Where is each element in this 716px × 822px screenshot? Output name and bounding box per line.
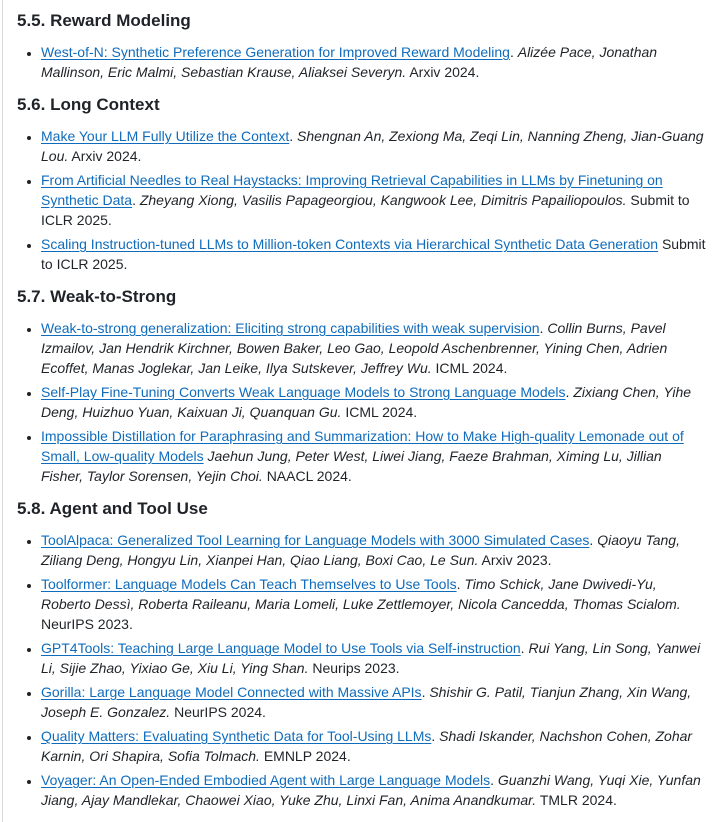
paper-item [41, 234, 706, 274]
paper-items [17, 318, 706, 486]
paper-venue: Arxiv 2024. [71, 148, 142, 164]
title-punctuation: . [509, 44, 514, 60]
title-punctuation: . [132, 192, 136, 208]
paper-title-link[interactable]: Quality Matters: Evaluating Synthetic Data for Tool-Using LLMs [41, 728, 432, 744]
paper-title-link[interactable]: GPT4Tools: Teaching Large Language Model to Use Tools via Self-instruction [41, 640, 521, 656]
paper-title-link[interactable]: From Artificial Needles to Real Haystacks: Improving Retrieval Capabilities in LLMs by Finetuning on Synthetic Data [41, 172, 663, 208]
paper-authors: Shadi Iskander, Nachshon Cohen, Zohar Karnin, Ori Shapira, Sofia Tolmach. [41, 728, 693, 764]
title-punctuation: . [421, 684, 426, 700]
paper-item [41, 726, 706, 766]
paper-list-page [2, 0, 716, 822]
paper-item [41, 42, 706, 82]
paper-authors: Guanzhi Wang, Yuqi Xie, Yunfan Jiang, Ajay Mandlekar, Chaowei Xiao, Yuke Zhu, Linxi Fan, Anima Anandkumar. [41, 772, 701, 808]
paper-items [17, 126, 706, 274]
paper-item [41, 530, 706, 570]
paper-venue: Neurips 2023. [312, 660, 400, 676]
title-punctuation: . [589, 532, 594, 548]
paper-section [17, 498, 706, 810]
paper-authors: Collin Burns, Pavel Izmailov, Jan Hendrik Kirchner, Bowen Baker, Leo Gao, Leopold Aschenbrenner, Yining Chen, Adrien Ecoffet, Manas Joglekar, Jan Leike, Ilya Sutskever, Jeffrey Wu. [41, 320, 668, 376]
paper-authors: Shishir G. Patil, Tianjun Zhang, Xin Wang, Joseph E. Gonzalez. [41, 684, 692, 720]
paper-item [41, 318, 706, 378]
paper-title-link[interactable]: Gorilla: Large Language Model Connected with Massive APIs [41, 684, 422, 700]
paper-title-link[interactable]: Self-Play Fine-Tuning Converts Weak Language Models to Strong Language Models [41, 384, 566, 400]
paper-venue: ICML 2024. [435, 360, 508, 376]
paper-item [41, 682, 706, 722]
paper-venue: Arxiv 2024. [409, 64, 480, 80]
paper-title-link[interactable]: ToolAlpaca: Generalized Tool Learning for Language Models with 3000 Simulated Cases [41, 532, 590, 548]
paper-item [41, 638, 706, 678]
paper-item [41, 574, 706, 634]
paper-authors: Shengnan An, Zexiong Ma, Zeqi Lin, Nanning Zheng, Jian-Guang Lou. [41, 128, 704, 164]
paper-title-link[interactable]: West-of-N: Synthetic Preference Generation for Improved Reward Modeling [41, 44, 510, 60]
paper-venue: NAACL 2024. [266, 468, 352, 484]
section-heading: 5.8. Agent and Tool Use [17, 499, 208, 518]
paper-title-link[interactable]: Voyager: An Open-Ended Embodied Agent with Large Language Models [41, 772, 491, 788]
paper-venue: Submit to ICLR 2025. [41, 192, 690, 228]
paper-venue: Arxiv 2023. [481, 552, 552, 568]
paper-items [17, 42, 706, 82]
paper-title-link[interactable]: Impossible Distillation for Paraphrasing and Summarization: How to Make High-quality Lemonade out of Small, Low-quality Models [41, 428, 684, 464]
title-punctuation: . [565, 384, 570, 400]
paper-section [17, 94, 706, 274]
paper-venue: ICML 2024. [345, 404, 418, 420]
title-punctuation: . [431, 728, 436, 744]
title-punctuation: . [456, 576, 461, 592]
section-heading: 5.5. Reward Modeling [17, 11, 191, 30]
title-punctuation: . [539, 320, 544, 336]
paper-list [17, 10, 706, 810]
paper-item [41, 426, 706, 486]
paper-title-link[interactable]: Toolformer: Language Models Can Teach Themselves to Use Tools [41, 576, 457, 592]
paper-authors: Timo Schick, Jane Dwivedi-Yu, Roberto Dessì, Roberta Raileanu, Maria Lomeli, Luke Zettlemoyer, Nicola Cancedda, Thomas Scialom. [41, 576, 681, 612]
paper-authors: Jaehun Jung, Peter West, Liwei Jiang, Faeze Brahman, Ximing Lu, Jillian Fisher, Taylor Sorensen, Yejin Choi. [41, 448, 662, 484]
paper-venue: EMNLP 2024. [263, 748, 351, 764]
paper-item [41, 770, 706, 810]
paper-authors: Zixiang Chen, Yihe Deng, Huizhuo Yuan, Kaixuan Ji, Quanquan Gu. [41, 384, 692, 420]
title-punctuation: . [289, 128, 294, 144]
title-punctuation: . [520, 640, 525, 656]
paper-title-link[interactable]: Make Your LLM Fully Utilize the Context [41, 128, 290, 144]
paper-title-link[interactable]: Scaling Instruction-tuned LLMs to Million-token Contexts via Hierarchical Synthetic Data Generation [41, 236, 659, 252]
paper-authors: Alizée Pace, Jonathan Mallinson, Eric Malmi, Sebastian Krause, Aliaksei Severyn. [41, 44, 658, 80]
paper-title-link[interactable]: Weak-to-strong generalization: Eliciting strong capabilities with weak supervision [41, 320, 540, 336]
paper-item [41, 382, 706, 422]
section-heading: 5.6. Long Context [17, 95, 160, 114]
paper-authors: Zheyang Xiong, Vasilis Papageorgiou, Kangwook Lee, Dimitris Papailiopoulos. [139, 192, 627, 208]
paper-item [41, 170, 706, 230]
paper-section [17, 10, 706, 82]
paper-section [17, 286, 706, 486]
paper-venue: TMLR 2024. [539, 792, 617, 808]
title-punctuation: . [490, 772, 494, 788]
paper-authors: Rui Yang, Lin Song, Yanwei Li, Sijie Zhao, Yixiao Ge, Xiu Li, Ying Shan. [41, 640, 701, 676]
paper-venue: Submit to ICLR 2025. [41, 236, 706, 272]
paper-venue: NeurIPS 2024. [174, 704, 266, 720]
paper-items [17, 530, 706, 810]
section-heading: 5.7. Weak-to-Strong [17, 287, 177, 306]
paper-authors: Qiaoyu Tang, Ziliang Deng, Hongyu Lin, Xianpei Han, Qiao Liang, Boxi Cao, Le Sun. [41, 532, 680, 568]
paper-venue: NeurIPS 2023. [41, 616, 133, 632]
paper-item [41, 126, 706, 166]
